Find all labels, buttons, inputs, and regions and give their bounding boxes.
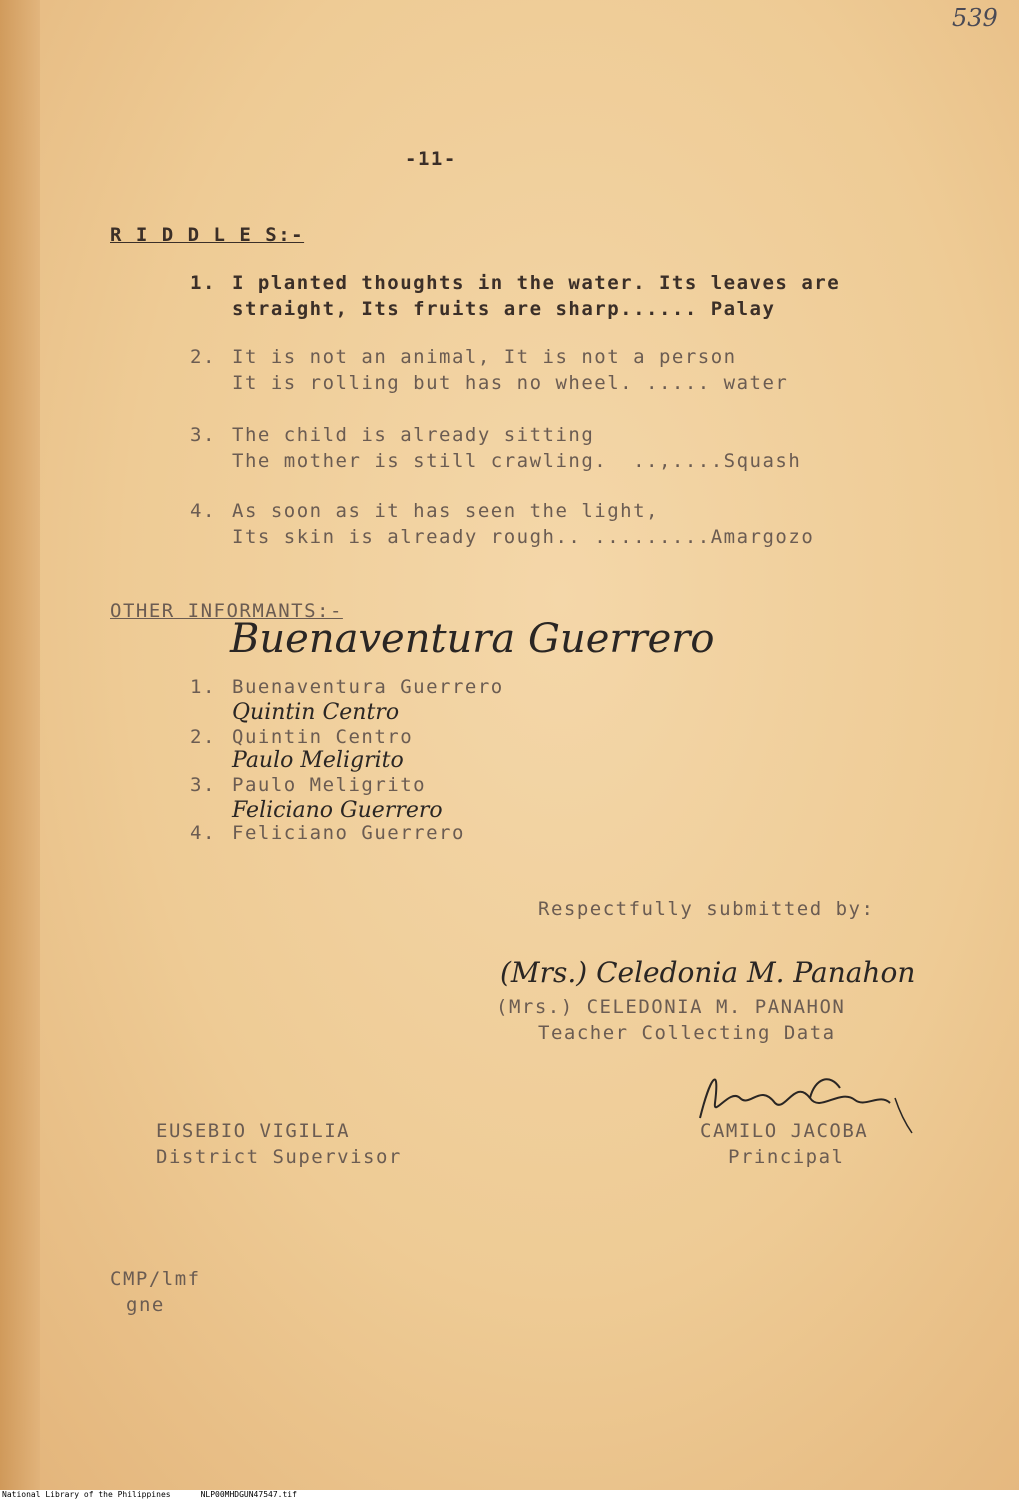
informant-signature: Feliciano Guerrero bbox=[232, 798, 443, 823]
informant-name: Quintin Centro bbox=[232, 726, 414, 748]
supervisor-name: EUSEBIO VIGILIA bbox=[156, 1120, 351, 1142]
archive-file: NLP00MHDGUN47547.tif bbox=[200, 1490, 297, 1499]
initials-line: gne bbox=[126, 1294, 165, 1316]
riddle-number: 4. bbox=[190, 500, 216, 522]
informant-name: Buenaventura Guerrero bbox=[232, 676, 504, 698]
handwritten-page-number: 539 bbox=[952, 4, 998, 32]
informant-number: 1. bbox=[190, 676, 216, 698]
riddles-heading: R I D D L E S:- bbox=[110, 224, 305, 246]
informant-name: Feliciano Guerrero bbox=[232, 822, 465, 844]
riddle-number: 3. bbox=[190, 424, 216, 446]
archive-footer bbox=[0, 1490, 1019, 1500]
riddle-line: The child is already sitting bbox=[232, 424, 595, 446]
riddle-line: straight, Its fruits are sharp...... Palay bbox=[232, 298, 776, 320]
teacher-title: Teacher Collecting Data bbox=[538, 1022, 836, 1044]
submitted-by-line: Respectfully submitted by: bbox=[538, 898, 875, 920]
informant-number: 2. bbox=[190, 726, 216, 748]
riddle-number: 2. bbox=[190, 346, 216, 368]
informant-name: Paulo Meligrito bbox=[232, 774, 427, 796]
informants-heading: OTHER INFORMANTS:- bbox=[110, 600, 343, 622]
riddle-line: It is rolling but has no wheel. ..... water bbox=[232, 372, 789, 394]
informant-signature: Paulo Meligrito bbox=[232, 748, 404, 773]
riddle-line: As soon as it has seen the light, bbox=[232, 500, 659, 522]
riddle-line: I planted thoughts in the water. Its leaves are bbox=[232, 272, 841, 294]
riddle-number: 1. bbox=[190, 272, 216, 294]
riddle-line: The mother is still crawling. ..,....Squash bbox=[232, 450, 802, 472]
principal-title: Principal bbox=[728, 1146, 845, 1168]
informant-number: 4. bbox=[190, 822, 216, 844]
teacher-name: (Mrs.) CELEDONIA M. PANAHON bbox=[496, 996, 846, 1018]
riddle-line: Its skin is already rough.. .........Amargozo bbox=[232, 526, 815, 548]
initials-line: CMP/lmf bbox=[110, 1268, 201, 1290]
informant-signature: Buenaventura Guerrero bbox=[230, 616, 715, 662]
principal-name: CAMILO JACOBA bbox=[700, 1120, 869, 1142]
supervisor-title: District Supervisor bbox=[156, 1146, 402, 1168]
informant-number: 3. bbox=[190, 774, 216, 796]
page-label: -11- bbox=[405, 148, 457, 170]
page-edge-shadow bbox=[0, 0, 40, 1490]
informant-signature: Quintin Centro bbox=[232, 700, 400, 725]
archive-name: National Library of the Philippines bbox=[2, 1490, 171, 1499]
teacher-signature: (Mrs.) Celedonia M. Panahon bbox=[500, 956, 916, 989]
riddle-line: It is not an animal, It is not a person bbox=[232, 346, 737, 368]
